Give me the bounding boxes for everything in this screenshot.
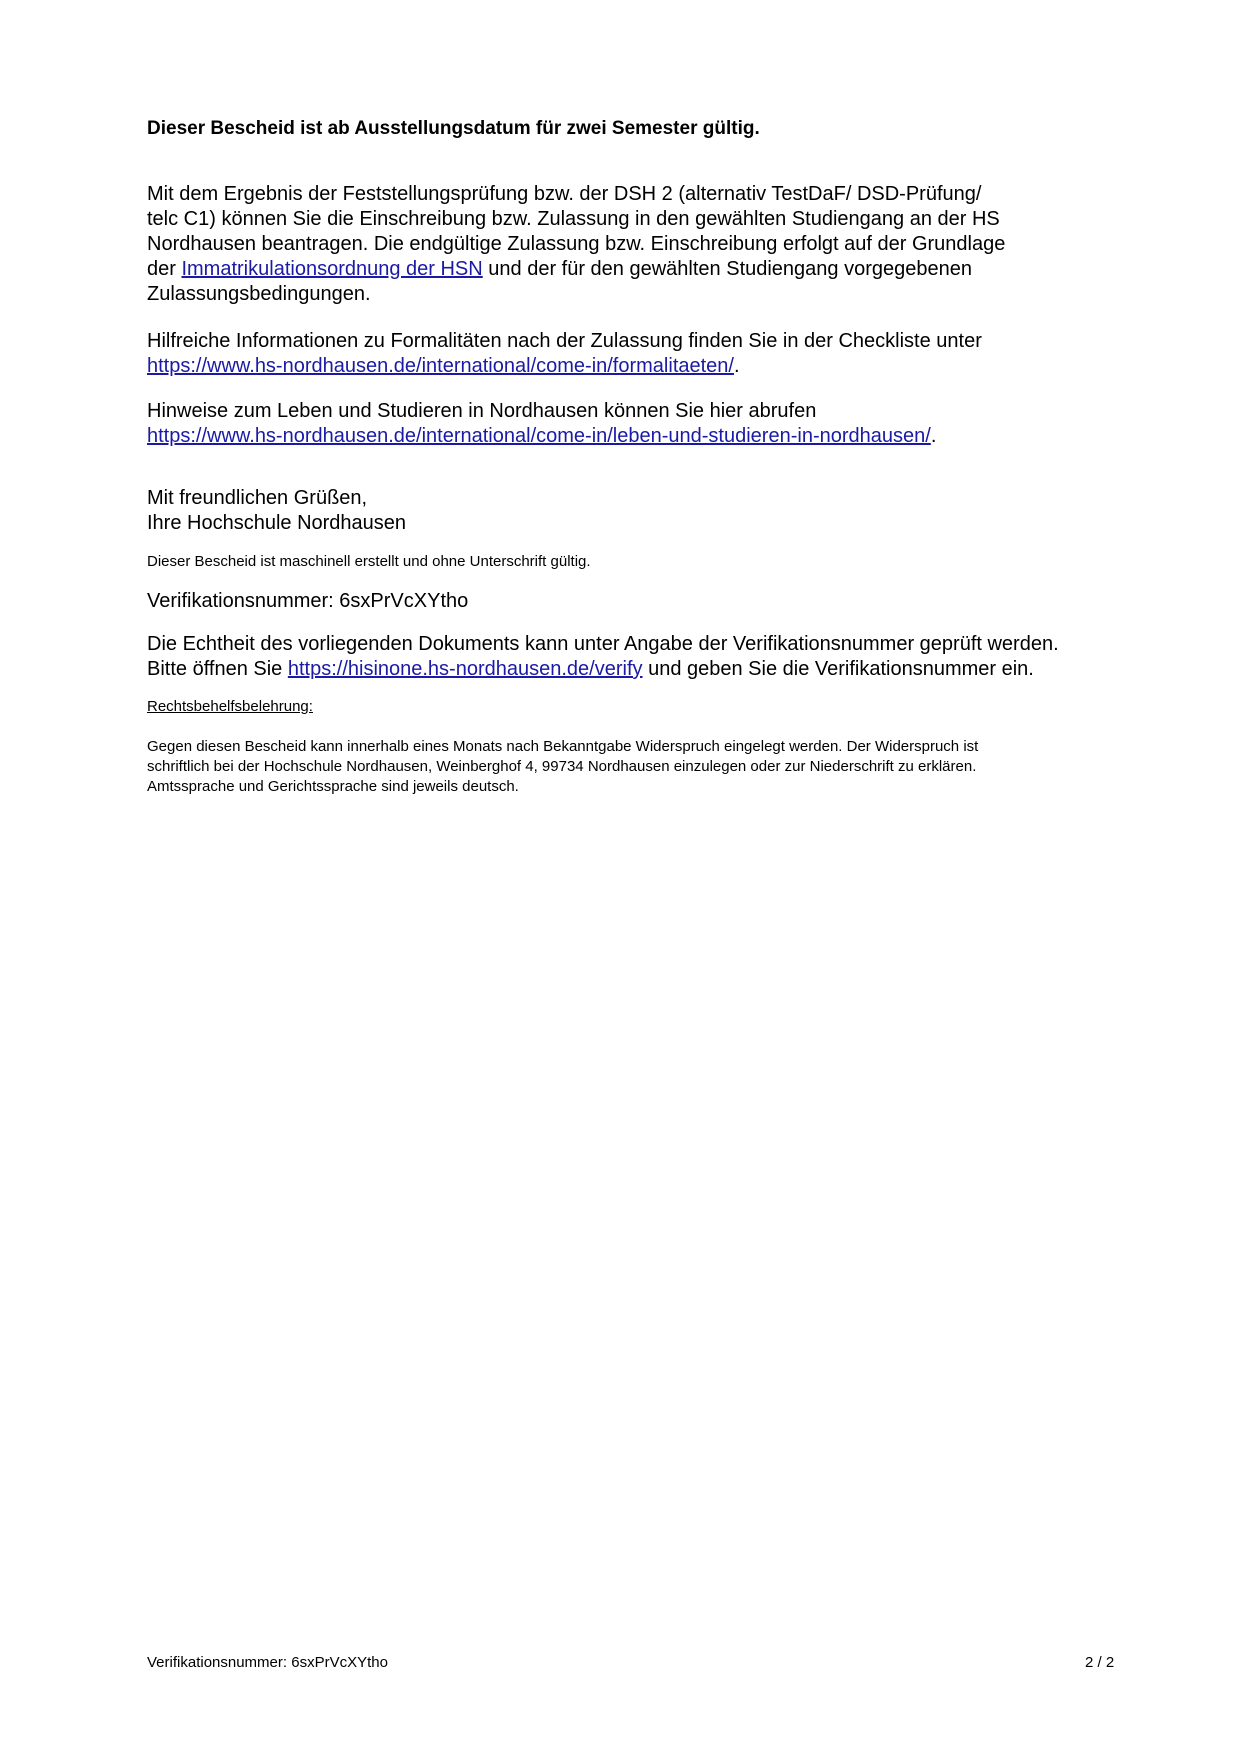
text-fragment: und der für den gewählten Studiengang vorgegebenen [482, 258, 972, 280]
matriculation-rules-link[interactable]: Immatrikulationsordnung der HSN [181, 258, 483, 280]
text-fragment: der [147, 258, 182, 280]
machine-generated-note: Dieser Bescheid ist maschinell erstellt und ohne Unterschrift gültig. [147, 553, 591, 570]
paragraph-authenticity [147, 632, 1147, 682]
text-fragment: . [930, 425, 937, 447]
legal-notice [147, 737, 1127, 797]
text-line [147, 424, 1107, 449]
formalities-link[interactable]: https://www.hs-nordhausen.de/international/come-in/formalitaeten/ [147, 355, 734, 377]
text-line: Mit dem Ergebnis der Feststellungsprüfung bzw. der DSH 2 (alternativ TestDaF/ DSD-Prüfung/ [147, 183, 982, 205]
text-line: schriftlich bei der Hochschule Nordhausen, Weinberghof 4, 99734 Nordhausen einzulegen oder zur Niederschrift zu erklären. [147, 758, 977, 775]
text-line: telc C1) können Sie die Einschreibung bzw. Zulassung in den gewählten Studiengang an der HS [147, 208, 1000, 230]
text-line: Gegen diesen Bescheid kann innerhalb eines Monats nach Bekanntgabe Widerspruch eingelegt werden. Der Widerspruch ist [147, 738, 979, 755]
text-line: Amtssprache und Gerichtssprache sind jeweils deutsch. [147, 778, 519, 795]
text-fragment: Bitte öffnen Sie [147, 658, 288, 680]
text-line: Hilfreiche Informationen zu Formalitäten nach der Zulassung finden Sie in der Checkliste unter [147, 330, 982, 352]
text-line: Zulassungsbedingungen. [147, 283, 371, 305]
text-line [147, 657, 1147, 682]
paragraph-living [147, 399, 1107, 449]
verify-link[interactable]: https://hisinone.hs-nordhausen.de/verify [287, 658, 643, 680]
text-fragment: . [733, 355, 740, 377]
living-studying-link[interactable]: https://www.hs-nordhausen.de/international/come-in/leben-und-studieren-in-nordhausen/ [147, 425, 931, 447]
paragraph-admission [147, 182, 1107, 307]
legal-heading: Rechtsbehelfsbelehrung: [147, 698, 313, 715]
closing [147, 486, 1107, 536]
paragraph-formalities [147, 329, 1107, 379]
verification-number: Verifikationsnummer: 6sxPrVcXYtho [147, 590, 469, 612]
text-line: Hinweise zum Leben und Studieren in Nordhausen können Sie hier abrufen [147, 400, 817, 422]
text-line: Nordhausen beantragen. Die endgültige Zulassung bzw. Einschreibung erfolgt auf der Grundlage [147, 233, 1006, 255]
footer-verification: Verifikationsnummer: 6sxPrVcXYtho [147, 1654, 388, 1671]
text-line [147, 354, 1107, 379]
sender: Ihre Hochschule Nordhausen [147, 512, 407, 534]
greeting: Mit freundlichen Grüßen, [147, 487, 368, 509]
text-line [147, 257, 1107, 282]
text-line: Die Echtheit des vorliegenden Dokuments kann unter Angabe der Verifikationsnummer geprüft werden. [147, 633, 1059, 655]
text-fragment: und geben Sie die Verifikationsnummer ein. [642, 658, 1034, 680]
validity-heading: Dieser Bescheid ist ab Ausstellungsdatum für zwei Semester gültig. [147, 118, 760, 139]
page-number: 2 / 2 [1085, 1654, 1115, 1671]
